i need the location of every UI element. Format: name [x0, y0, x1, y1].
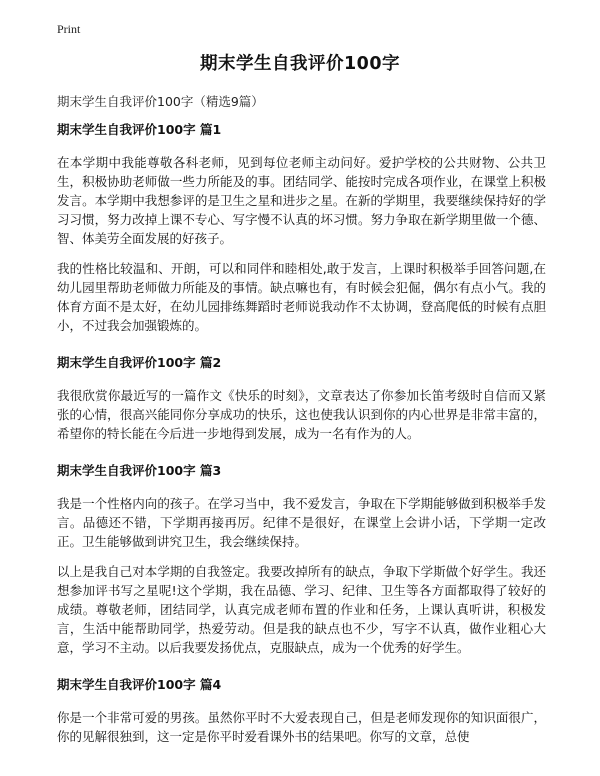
section-heading: 期末学生自我评价100字 篇2	[57, 355, 222, 370]
section-2	[57, 355, 546, 443]
paragraph: 你是一个非常可爱的男孩。虽然你平时不大爱表现自己，但是老师发现你的知识面很广，你的见解很独到，这一定是你平时爱看课外书的结果吧。你写的文章，总使	[57, 710, 546, 744]
section-1	[57, 122, 546, 335]
paragraph: 在本学期中我能尊敬各科老师，见到每位老师主动问好。爱护学校的公共财物、公共卫生，积极协助老师做一些力所能及的事。团结同学、能按时完成各项作业，在课堂上积极发言。本学期中我想参评的是卫生之星和进步之星。在新的学期里，我要继续保持好的学习习惯，努力改掉上课不专心、写字慢不认真的坏习惯。努力争取在新学期里做一个德、智、体美劳全面发展的好孩子。	[57, 155, 546, 246]
print-link[interactable]: Print	[57, 22, 81, 36]
document-body	[57, 122, 546, 757]
section-heading: 期末学生自我评价100字 篇1	[57, 122, 222, 137]
section-heading: 期末学生自我评价100字 篇3	[57, 463, 222, 478]
paragraph: 我是一个性格内向的孩子。在学习当中，我不爱发言，争取在下学期能够做到积极举手发言。品德还不错，下学期再接再厉。纪律不是很好，在课堂上会讲小话，下学期一定改正。卫生能够做到讲究卫生，我会继续保持。	[57, 496, 546, 549]
paragraph: 以上是我自己对本学期的自我签定。我要改掉所有的缺点，争取下学斯做个好学生。我还想参加评书写之星呢!这个学期，我在品德、学习、纪律、卫生等各方面都取得了较好的成绩。尊敬老师，团结同学，认真完成老师布置的作业和任务，上课认真听讲，积极发言，生活中能帮助同学，热爱劳动。但是我的缺点也不少，写字不认真，做作业粗心大意，学习不主动。以后我要发扬优点，克服缺点，成为一个优秀的好学生。	[57, 564, 546, 655]
document-subtitle: 期末学生自我评价100字（精选9篇）	[57, 94, 264, 109]
section-3	[57, 463, 546, 657]
paragraph: 我很欣赏你最近写的一篇作文《快乐的时刻》，文章表达了你参加长笛考级时自信而又紧张的心情，很高兴能同你分享成功的快乐，这也使我认识到你的内心世界是非常丰富的，希望你的特长能在今后进一步地得到发展，成为一名有作为的人。	[57, 388, 546, 441]
page-title: 期末学生自我评价100字	[199, 54, 401, 74]
section-heading: 期末学生自我评价100字 篇4	[57, 677, 222, 692]
paragraph: 我的性格比较温和、开朗，可以和同伴和睦相处,敢于发言，上课时积极举手回答问题,在幼儿园里帮助老师做力所能及的事情。缺点嘛也有，有时候会犯倔，偶尔有点小气。我的体育方面不是太好，在幼儿园排练舞蹈时老师说我动作不太协调，登高爬低的时候有点胆小，不过我会加强锻炼的。	[57, 261, 546, 333]
section-4	[57, 677, 546, 746]
